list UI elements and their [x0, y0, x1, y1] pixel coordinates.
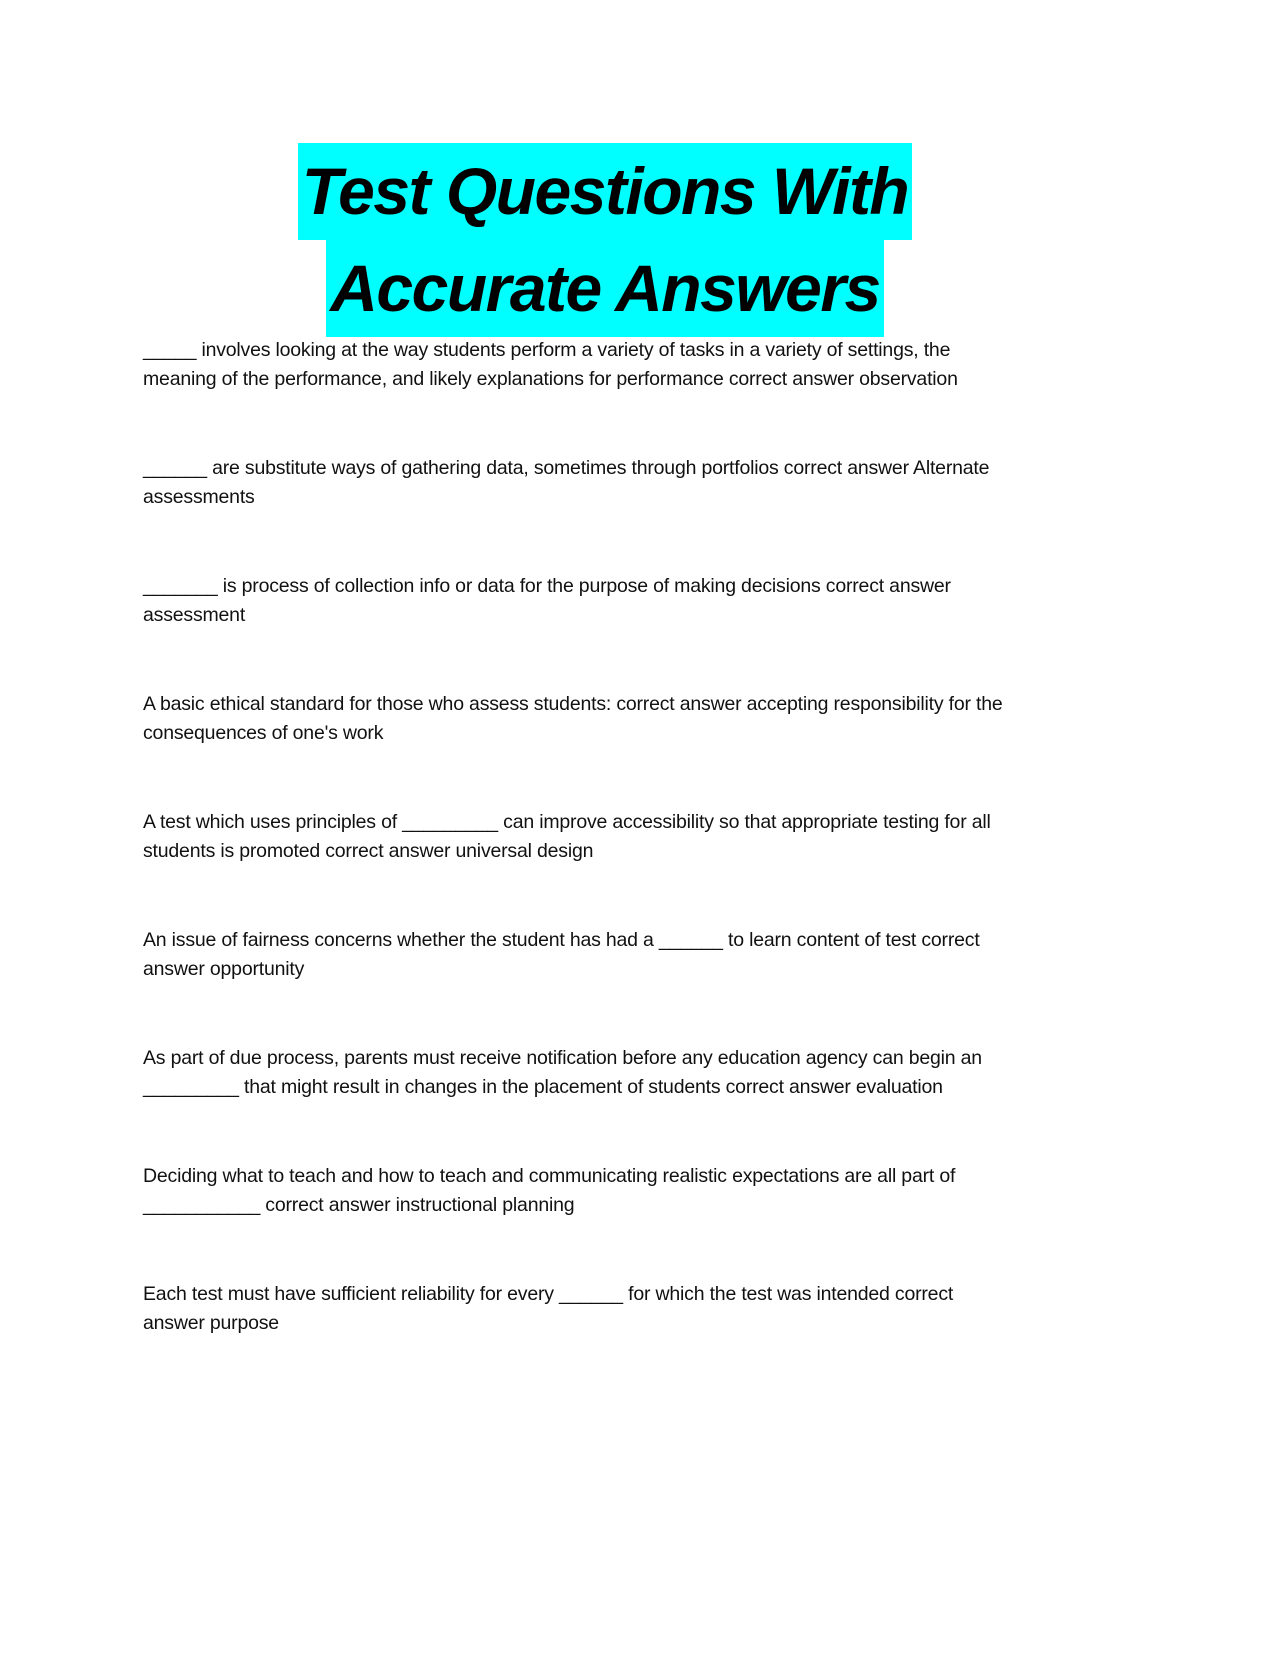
qa-item [143, 926, 1083, 984]
qa-item [143, 336, 1083, 394]
qa-item [143, 1162, 1083, 1220]
document-title [0, 143, 1210, 337]
qa-item [143, 1280, 1083, 1338]
qa-item [143, 808, 1083, 866]
qa-item [143, 690, 1083, 748]
qa-line: Deciding what to teach and how to teach and communicating realistic expectations are all part of [143, 1165, 956, 1187]
qa-line: ___________ correct answer instructional planning [143, 1194, 575, 1216]
qa-line: answer opportunity [143, 958, 305, 980]
qa-line: As part of due process, parents must receive notification before any education agency can begin an [143, 1047, 982, 1069]
qa-line: _______ is process of collection info or data for the purpose of making decisions correct answer [143, 575, 951, 597]
qa-line: consequences of one's work [143, 722, 384, 744]
qa-line: _________ that might result in changes in the placement of students correct answer evaluation [143, 1076, 943, 1098]
qa-line: assessment [143, 604, 246, 626]
qa-line: ______ are substitute ways of gathering data, sometimes through portfolios correct answer Alternate [143, 457, 990, 479]
qa-line: Each test must have sufficient reliability for every ______ for which the test was intended correct [143, 1283, 954, 1305]
qa-line: meaning of the performance, and likely explanations for performance correct answer observation [143, 368, 958, 390]
title-line-2: Accurate Answers [326, 240, 883, 337]
qa-line: answer purpose [143, 1312, 279, 1334]
qa-item [143, 572, 1083, 630]
qa-line: An issue of fairness concerns whether the student has had a ______ to learn content of test correct [143, 929, 980, 951]
qa-line: _____ involves looking at the way students perform a variety of tasks in a variety of settings, the [143, 339, 951, 361]
qa-line: A test which uses principles of _________ can improve accessibility so that appropriate testing for all [143, 811, 991, 833]
qa-line: students is promoted correct answer universal design [143, 840, 594, 862]
qa-line: assessments [143, 486, 255, 508]
qa-line: A basic ethical standard for those who assess students: correct answer accepting responsibility for the [143, 693, 1003, 715]
qa-item [143, 454, 1083, 512]
qa-item [143, 1044, 1083, 1102]
title-line-1: Test Questions With [298, 143, 913, 240]
